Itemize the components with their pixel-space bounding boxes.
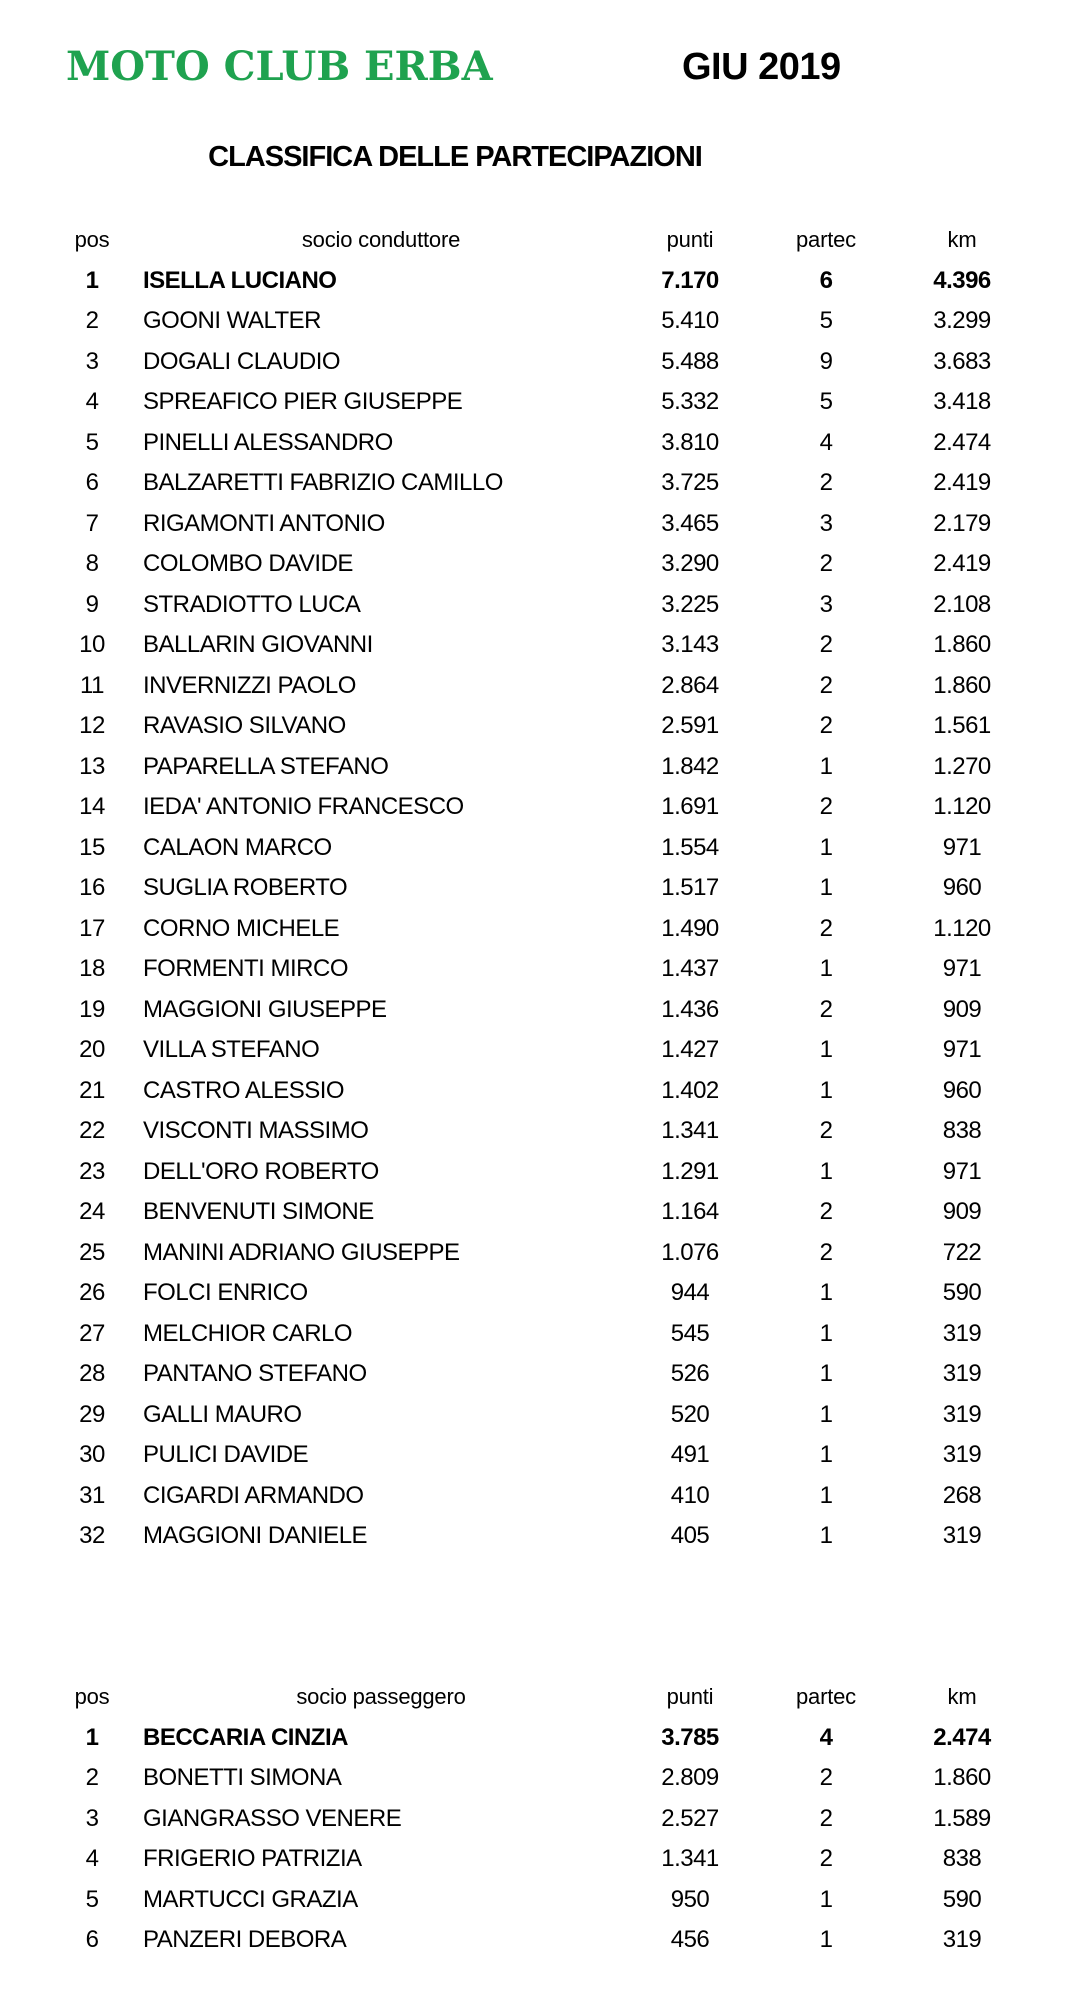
- table-row: [52, 625, 1022, 666]
- cell-name: RIGAMONTI ANTONIO: [143, 509, 385, 537]
- cell-name: PINELLI ALESSANDRO: [143, 428, 393, 456]
- cell-name: CORNO MICHELE: [143, 914, 340, 942]
- table-row: [52, 1839, 1022, 1880]
- cell-name: MELCHIOR CARLO: [143, 1319, 353, 1347]
- cell-name: MAGGIONI GIUSEPPE: [143, 995, 387, 1023]
- cell-name: INVERNIZZI PAOLO: [143, 671, 356, 699]
- cell-pos: 12: [79, 712, 105, 740]
- table-row: [52, 1354, 1022, 1395]
- cell-km: 268: [942, 1481, 982, 1509]
- cell-punti: 1.291: [661, 1157, 719, 1185]
- cell-partec: 5: [819, 388, 833, 416]
- table-row: [52, 463, 1022, 504]
- table-row: [52, 1395, 1022, 1436]
- table-row: [52, 1880, 1022, 1921]
- cell-name: MANINI ADRIANO GIUSEPPE: [143, 1238, 460, 1266]
- cell-punti: 526: [670, 1360, 710, 1388]
- table-row: [52, 1111, 1022, 1152]
- cell-partec: 1: [819, 1885, 833, 1913]
- cell-pos: 1: [85, 266, 99, 294]
- cell-pos: 7: [85, 509, 99, 537]
- cell-pos: 2: [85, 307, 99, 335]
- cell-partec: 2: [819, 1238, 833, 1266]
- table-row: [52, 949, 1022, 990]
- cell-km: 319: [942, 1319, 982, 1347]
- cell-km: 4.396: [933, 266, 991, 294]
- cell-km: 1.270: [933, 752, 991, 780]
- cell-punti: 1.076: [661, 1238, 719, 1266]
- cell-km: 319: [942, 1522, 982, 1550]
- cell-partec: 3: [819, 590, 833, 618]
- table-row: [52, 787, 1022, 828]
- cell-pos: 18: [79, 955, 105, 983]
- table-row: [52, 1030, 1022, 1071]
- cell-punti: 7.170: [661, 266, 719, 294]
- table-row: [52, 1192, 1022, 1233]
- cell-pos: 27: [79, 1319, 105, 1347]
- cell-pos: 15: [79, 833, 105, 861]
- cell-pos: 10: [79, 631, 105, 659]
- cell-partec: 6: [819, 266, 833, 294]
- cell-pos: 11: [80, 671, 104, 699]
- cell-km: 909: [942, 995, 982, 1023]
- table-row: [52, 1071, 1022, 1112]
- cell-partec: 1: [819, 1441, 833, 1469]
- cell-name: IEDA' ANTONIO FRANCESCO: [143, 793, 464, 821]
- cell-partec: 1: [819, 1481, 833, 1509]
- cell-name: SPREAFICO PIER GIUSEPPE: [143, 388, 463, 416]
- cell-km: 722: [942, 1238, 982, 1266]
- table-row: [52, 1152, 1022, 1193]
- cell-pos: 16: [79, 874, 105, 902]
- cell-partec: 2: [819, 631, 833, 659]
- cell-punti: 1.437: [661, 955, 719, 983]
- cell-pos: 5: [85, 428, 99, 456]
- cell-name: PULICI DAVIDE: [143, 1441, 309, 1469]
- cell-km: 3.299: [933, 307, 991, 335]
- column-header-km: km: [947, 1684, 977, 1710]
- cell-name: BECCARIA CINZIA: [143, 1723, 348, 1751]
- cell-name: BENVENUTI SIMONE: [143, 1198, 374, 1226]
- cell-name: MARTUCCI GRAZIA: [143, 1885, 358, 1913]
- cell-partec: 1: [819, 955, 833, 983]
- cell-km: 838: [942, 1845, 982, 1873]
- table-row: [52, 706, 1022, 747]
- cell-km: 971: [942, 955, 982, 983]
- cell-km: 838: [942, 1117, 982, 1145]
- cell-pos: 30: [79, 1441, 105, 1469]
- cell-partec: 2: [819, 550, 833, 578]
- cell-km: 319: [942, 1441, 982, 1469]
- cell-punti: 2.809: [661, 1764, 719, 1792]
- cell-pos: 8: [85, 550, 99, 578]
- column-header-pos: pos: [74, 227, 110, 253]
- cell-pos: 21: [79, 1076, 105, 1104]
- cell-km: 1.860: [933, 671, 991, 699]
- cell-km: 3.418: [933, 388, 991, 416]
- column-header-partec: partec: [796, 227, 856, 253]
- cell-name: FORMENTI MIRCO: [143, 955, 348, 983]
- cell-punti: 5.332: [661, 388, 719, 416]
- table-row: [52, 382, 1022, 423]
- cell-partec: 2: [819, 914, 833, 942]
- cell-punti: 950: [670, 1885, 710, 1913]
- cell-name: CASTRO ALESSIO: [143, 1076, 345, 1104]
- cell-partec: 1: [819, 833, 833, 861]
- cell-pos: 1: [85, 1723, 99, 1751]
- conduttori-header-row: [52, 220, 1022, 261]
- cell-punti: 456: [670, 1926, 710, 1954]
- cell-name: CALAON MARCO: [143, 833, 332, 861]
- table-row: [52, 909, 1022, 950]
- cell-name: PAPARELLA STEFANO: [143, 752, 389, 780]
- cell-name: COLOMBO DAVIDE: [143, 550, 353, 578]
- cell-punti: 3.465: [661, 509, 719, 537]
- table-row: [52, 990, 1022, 1031]
- cell-partec: 2: [819, 1117, 833, 1145]
- column-header-km: km: [947, 227, 977, 253]
- cell-km: 3.683: [933, 347, 991, 375]
- cell-pos: 5: [85, 1885, 99, 1913]
- cell-punti: 1.427: [661, 1036, 719, 1064]
- cell-punti: 1.517: [661, 874, 719, 902]
- cell-name: CIGARDI ARMANDO: [143, 1481, 364, 1509]
- cell-name: PANTANO STEFANO: [143, 1360, 367, 1388]
- cell-partec: 2: [819, 995, 833, 1023]
- cell-partec: 1: [819, 1279, 833, 1307]
- cell-km: 1.589: [933, 1804, 991, 1832]
- cell-name: SUGLIA ROBERTO: [143, 874, 348, 902]
- cell-name: FRIGERIO PATRIZIA: [143, 1845, 362, 1873]
- cell-pos: 3: [85, 1804, 99, 1832]
- column-header-punti: punti: [666, 227, 714, 253]
- club-logo: MOTO CLUB ERBA: [66, 43, 493, 90]
- cell-punti: 5.488: [661, 347, 719, 375]
- cell-partec: 1: [819, 1319, 833, 1347]
- table-row: [52, 828, 1022, 869]
- cell-km: 319: [942, 1926, 982, 1954]
- column-header-pos: pos: [74, 1684, 110, 1710]
- table-row: [52, 1718, 1022, 1759]
- cell-km: 1.120: [933, 793, 991, 821]
- cell-pos: 9: [85, 590, 99, 618]
- cell-pos: 24: [79, 1198, 105, 1226]
- page-title: CLASSIFICA DELLE PARTECIPAZIONI: [208, 141, 702, 173]
- cell-pos: 31: [79, 1481, 105, 1509]
- table-row: [52, 1799, 1022, 1840]
- period-label: GIU 2019: [682, 46, 841, 88]
- cell-punti: 1.691: [661, 793, 719, 821]
- cell-punti: 410: [670, 1481, 710, 1509]
- cell-pos: 17: [79, 914, 105, 942]
- cell-punti: 3.785: [661, 1723, 719, 1751]
- cell-km: 909: [942, 1198, 982, 1226]
- table-row: [52, 1273, 1022, 1314]
- cell-punti: 545: [670, 1319, 710, 1347]
- cell-punti: 405: [670, 1522, 710, 1550]
- cell-km: 960: [942, 874, 982, 902]
- cell-pos: 4: [85, 388, 99, 416]
- cell-partec: 1: [819, 1400, 833, 1428]
- cell-name: MAGGIONI DANIELE: [143, 1522, 368, 1550]
- cell-pos: 22: [79, 1117, 105, 1145]
- cell-partec: 1: [819, 752, 833, 780]
- cell-km: 971: [942, 1157, 982, 1185]
- cell-punti: 1.164: [661, 1198, 719, 1226]
- cell-pos: 23: [79, 1157, 105, 1185]
- column-header-name: socio conduttore: [301, 227, 461, 253]
- cell-punti: 2.591: [661, 712, 719, 740]
- cell-partec: 1: [819, 1360, 833, 1388]
- cell-partec: 2: [819, 671, 833, 699]
- table-row: [52, 1516, 1022, 1557]
- cell-name: BALLARIN GIOVANNI: [143, 631, 373, 659]
- cell-partec: 1: [819, 1076, 833, 1104]
- cell-punti: 3.290: [661, 550, 719, 578]
- cell-km: 971: [942, 833, 982, 861]
- cell-name: BALZARETTI FABRIZIO CAMILLO: [143, 469, 503, 497]
- cell-name: GOONI WALTER: [143, 307, 322, 335]
- cell-pos: 28: [79, 1360, 105, 1388]
- cell-name: ISELLA LUCIANO: [143, 266, 337, 294]
- cell-pos: 14: [79, 793, 105, 821]
- cell-punti: 2.527: [661, 1804, 719, 1832]
- column-header-name: socio passeggero: [296, 1684, 466, 1710]
- cell-name: BONETTI SIMONA: [143, 1764, 342, 1792]
- cell-partec: 2: [819, 793, 833, 821]
- cell-km: 2.419: [933, 550, 991, 578]
- cell-pos: 2: [85, 1764, 99, 1792]
- table-row: [52, 585, 1022, 626]
- cell-name: PANZERI DEBORA: [143, 1926, 347, 1954]
- cell-partec: 2: [819, 1804, 833, 1832]
- cell-name: RAVASIO SILVANO: [143, 712, 346, 740]
- cell-partec: 4: [819, 428, 833, 456]
- conduttori-ranking-table: [52, 220, 1022, 1557]
- cell-pos: 13: [79, 752, 105, 780]
- cell-partec: 2: [819, 712, 833, 740]
- cell-punti: 1.436: [661, 995, 719, 1023]
- cell-name: VISCONTI MASSIMO: [143, 1117, 369, 1145]
- table-row: [52, 1314, 1022, 1355]
- cell-partec: 5: [819, 307, 833, 335]
- cell-km: 319: [942, 1360, 982, 1388]
- cell-punti: 1.554: [661, 833, 719, 861]
- table-row: [52, 1758, 1022, 1799]
- table-row: [52, 1476, 1022, 1517]
- cell-punti: 1.341: [661, 1845, 719, 1873]
- cell-partec: 2: [819, 1198, 833, 1226]
- column-header-punti: punti: [666, 1684, 714, 1710]
- cell-punti: 491: [670, 1441, 710, 1469]
- cell-pos: 25: [79, 1238, 105, 1266]
- cell-pos: 6: [85, 1926, 99, 1954]
- cell-punti: 1.402: [661, 1076, 719, 1104]
- cell-km: 2.474: [933, 1723, 991, 1751]
- table-row: [52, 504, 1022, 545]
- cell-punti: 1.341: [661, 1117, 719, 1145]
- cell-punti: 3.143: [661, 631, 719, 659]
- cell-km: 1.120: [933, 914, 991, 942]
- cell-name: GALLI MAURO: [143, 1400, 302, 1428]
- cell-partec: 1: [819, 1926, 833, 1954]
- table-row: [52, 747, 1022, 788]
- table-row: [52, 423, 1022, 464]
- cell-name: DELL'ORO ROBERTO: [143, 1157, 379, 1185]
- cell-pos: 32: [79, 1522, 105, 1550]
- cell-km: 2.179: [933, 509, 991, 537]
- cell-partec: 2: [819, 469, 833, 497]
- cell-punti: 3.725: [661, 469, 719, 497]
- cell-partec: 1: [819, 874, 833, 902]
- cell-pos: 6: [85, 469, 99, 497]
- cell-partec: 1: [819, 1036, 833, 1064]
- cell-partec: 1: [819, 1157, 833, 1185]
- cell-pos: 3: [85, 347, 99, 375]
- cell-km: 971: [942, 1036, 982, 1064]
- cell-km: 2.108: [933, 590, 991, 618]
- cell-punti: 2.864: [661, 671, 719, 699]
- cell-name: FOLCI ENRICO: [143, 1279, 308, 1307]
- cell-partec: 2: [819, 1764, 833, 1792]
- table-row: [52, 1435, 1022, 1476]
- table-row: [52, 261, 1022, 302]
- column-header-partec: partec: [796, 1684, 856, 1710]
- cell-pos: 29: [79, 1400, 105, 1428]
- cell-partec: 9: [819, 347, 833, 375]
- table-row: [52, 868, 1022, 909]
- cell-partec: 4: [819, 1723, 833, 1751]
- cell-km: 2.474: [933, 428, 991, 456]
- cell-pos: 4: [85, 1845, 99, 1873]
- cell-name: GIANGRASSO VENERE: [143, 1804, 402, 1832]
- cell-km: 1.860: [933, 631, 991, 659]
- table-row: [52, 544, 1022, 585]
- cell-pos: 26: [79, 1279, 105, 1307]
- cell-punti: 3.225: [661, 590, 719, 618]
- table-row: [52, 301, 1022, 342]
- cell-punti: 520: [670, 1400, 710, 1428]
- cell-name: VILLA STEFANO: [143, 1036, 320, 1064]
- cell-name: DOGALI CLAUDIO: [143, 347, 341, 375]
- cell-punti: 944: [670, 1279, 710, 1307]
- cell-partec: 1: [819, 1522, 833, 1550]
- table-row: [52, 1233, 1022, 1274]
- cell-punti: 5.410: [661, 307, 719, 335]
- cell-km: 2.419: [933, 469, 991, 497]
- cell-name: STRADIOTTO LUCA: [143, 590, 361, 618]
- cell-pos: 19: [79, 995, 105, 1023]
- passeggeri-ranking-table: [52, 1677, 1022, 1961]
- table-row: [52, 342, 1022, 383]
- cell-partec: 2: [819, 1845, 833, 1873]
- cell-partec: 3: [819, 509, 833, 537]
- table-row: [52, 666, 1022, 707]
- cell-km: 1.860: [933, 1764, 991, 1792]
- cell-km: 590: [942, 1279, 982, 1307]
- cell-km: 319: [942, 1400, 982, 1428]
- passeggeri-header-row: [52, 1677, 1022, 1718]
- cell-punti: 3.810: [661, 428, 719, 456]
- cell-km: 1.561: [933, 712, 991, 740]
- cell-punti: 1.842: [661, 752, 719, 780]
- cell-pos: 20: [79, 1036, 105, 1064]
- cell-km: 960: [942, 1076, 982, 1104]
- cell-km: 590: [942, 1885, 982, 1913]
- table-row: [52, 1920, 1022, 1961]
- cell-punti: 1.490: [661, 914, 719, 942]
